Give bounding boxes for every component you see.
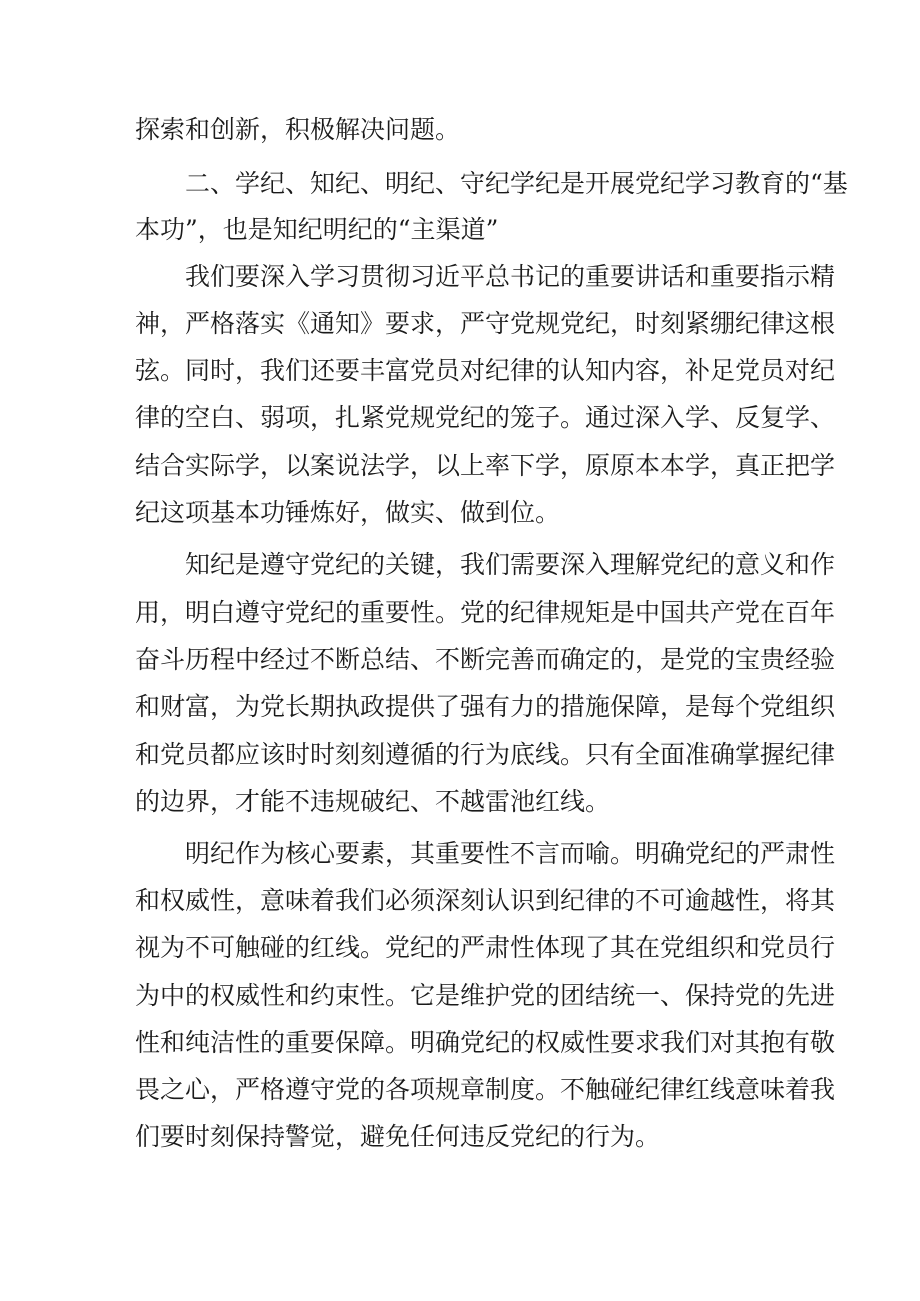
text-line: 视为不可触碰的红线。党纪的严肃性体现了其在党组织和党员行 [135,933,836,962]
text-line: 弦。同时，我们还要丰富党员对纪律的认知内容，补足党员对纪 [135,356,836,385]
text-line: 我们要深入学习贯彻习近平总书记的重要讲话和重要指示精 [185,262,836,291]
section-heading-line: 本功”，也是知纪明纪的“主渠道” [135,215,499,244]
text-line: 明纪作为核心要素，其重要性不言而喻。明确党纪的严肃性 [185,839,836,868]
text-line: 神，严格落实《通知》要求，严守党规党纪，时刻紧绷纪律这根 [135,309,836,338]
text-line: 结合实际学，以案说法学，以上率下学，原原本本学，真正把学 [135,451,836,480]
text-line: 为中的权威性和约束性。它是维护党的团结统一、保持党的先进 [135,981,836,1010]
text-line: 畏之心，严格遵守党的各项规章制度。不触碰纪律红线意味着我 [135,1075,836,1104]
text-line: 奋斗历程中经过不断总结、不断完善而确定的，是党的宝贵经验 [135,645,836,674]
section-heading-line: 二、学纪、知纪、明纪、守纪学纪是开展党纪学习教育的“基 [185,169,848,198]
text-line: 和党员都应该时时刻刻遵循的行为底线。只有全面准确掌握纪律 [135,740,836,769]
text-line: 们要时刻保持警觉，避免任何违反党纪的行为。 [135,1122,661,1151]
text-line: 探索和创新，积极解决问题。 [135,115,461,144]
text-line: 知纪是遵守党纪的关键，我们需要深入理解党纪的意义和作 [185,550,836,579]
text-line: 和权威性，意味着我们必须深刻认识到纪律的不可逾越性，将其 [135,886,836,915]
text-line: 和财富，为党长期执政提供了强有力的措施保障，是每个党组织 [135,692,836,721]
text-line: 纪这项基本功锤炼好，做实、做到位。 [135,498,561,527]
text-line: 的边界，才能不违规破纪、不越雷池红线。 [135,787,611,816]
text-line: 用，明白遵守党纪的重要性。党的纪律规矩是中国共产党在百年 [135,598,836,627]
text-line: 律的空白、弱项，扎紧党规党纪的笼子。通过深入学、反复学、 [135,403,836,432]
text-line: 性和纯洁性的重要保障。明确党纪的权威性要求我们对其抱有敬 [135,1028,836,1057]
